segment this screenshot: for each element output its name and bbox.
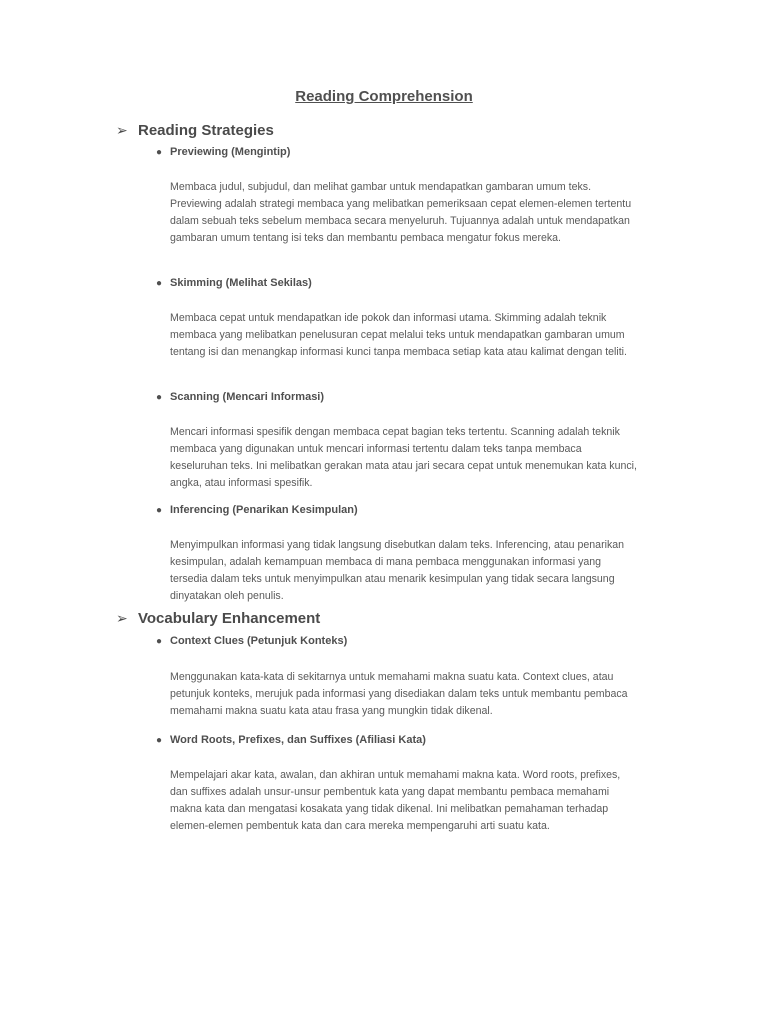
page-title: Reading Comprehension (295, 88, 473, 105)
arrow-bullet-icon: ➢ (116, 609, 128, 626)
bullet-dot-icon: ● (156, 734, 163, 746)
section-heading-reading-strategies (116, 119, 676, 141)
bullet-dot-icon: ● (156, 146, 163, 158)
list-item-title: ● Skimming (Melihat Sekilas) (156, 277, 312, 289)
section-heading-vocabulary-enhancement (116, 607, 676, 629)
list-item-title: ● Word Roots, Prefixes, dan Suffixes (Afiliasi Kata) (156, 734, 426, 746)
bullet-dot-icon: ● (156, 504, 163, 516)
arrow-bullet-icon: ➢ (116, 121, 128, 138)
paragraph: Membaca cepat untuk mendapatkan ide pokok dan informasi utama. Skimming adalah teknik membaca yang melibatkan penelusuran cepat melalui teks untuk mendapatkan gambaran umum tentang isi dan menangkap informasi kunci tanpa membaca setiap kata atau kalimat dengan teliti. (170, 312, 627, 358)
bullet-dot-icon: ● (156, 277, 163, 289)
paragraph: Menyimpulkan informasi yang tidak langsung disebutkan dalam teks. Inferencing, atau penarikan kesimpulan, adalah kemampuan membaca di mana pembaca menggunakan informasi yang tersedia dalam teks untuk menyimpulkan atau menarik kesimpulan yang tidak secara langsung dinyatakan oleh penulis. (170, 539, 625, 602)
list-item-title: ● Scanning (Mencari Informasi) (156, 391, 325, 403)
bullet-dot-icon: ● (156, 635, 163, 647)
paragraph: Mempelajari akar kata, awalan, dan akhiran untuk memahami makna kata. Word roots, prefixes, dan suffixes adalah unsur-unsur pembentuk kata yang dapat membantu pembaca memahami makna kata dan mengatasi kosakata yang tidak dikenal. Ini melibatkan pemahaman terhadap elemen-elemen pembentuk kata dan cara mereka mempengaruhi arti suatu kata. (170, 769, 621, 832)
section-heading-label: Vocabulary Enhancement (138, 609, 321, 627)
list-item-title: ● Inferencing (Penarikan Kesimpulan) (156, 504, 358, 516)
paragraph: Membaca judul, subjudul, dan melihat gambar untuk mendapatkan gambaran umum teks. Previewing adalah strategi membaca yang melibatkan pemeriksaan cepat elemen-elemen tertentu dalam sebuah teks sebelum membaca secara menyeluruh. Tujuannya adalah untuk mendapatkan gambaran umum tentang isi teks dan membantu pembaca mengatur fokus mereka. (170, 181, 632, 244)
bullet-dot-icon: ● (156, 391, 163, 403)
section-heading-label: Reading Strategies (138, 121, 274, 139)
list-item-title: ● Previewing (Mengintip) (156, 146, 291, 158)
paragraph: Mencari informasi spesifik dengan membaca cepat bagian teks tertentu. Scanning adalah teknik membaca yang digunakan untuk mencari informasi tertentu dalam teks tanpa membaca keseluruhan teks. Ini melibatkan gerakan mata atau jari secara cepat untuk menemukan kata kunci, angka, atau informasi spesifik. (170, 426, 637, 489)
paragraph: Menggunakan kata-kata di sekitarnya untuk memahami makna suatu kata. Context clues, atau petunjuk konteks, merujuk pada informasi yang disediakan dalam teks untuk membantu pembaca memahami makna suatu kata atau frasa yang mungkin tidak dikenal. (170, 671, 628, 717)
list-item-title: ● Context Clues (Petunjuk Konteks) (156, 635, 348, 647)
